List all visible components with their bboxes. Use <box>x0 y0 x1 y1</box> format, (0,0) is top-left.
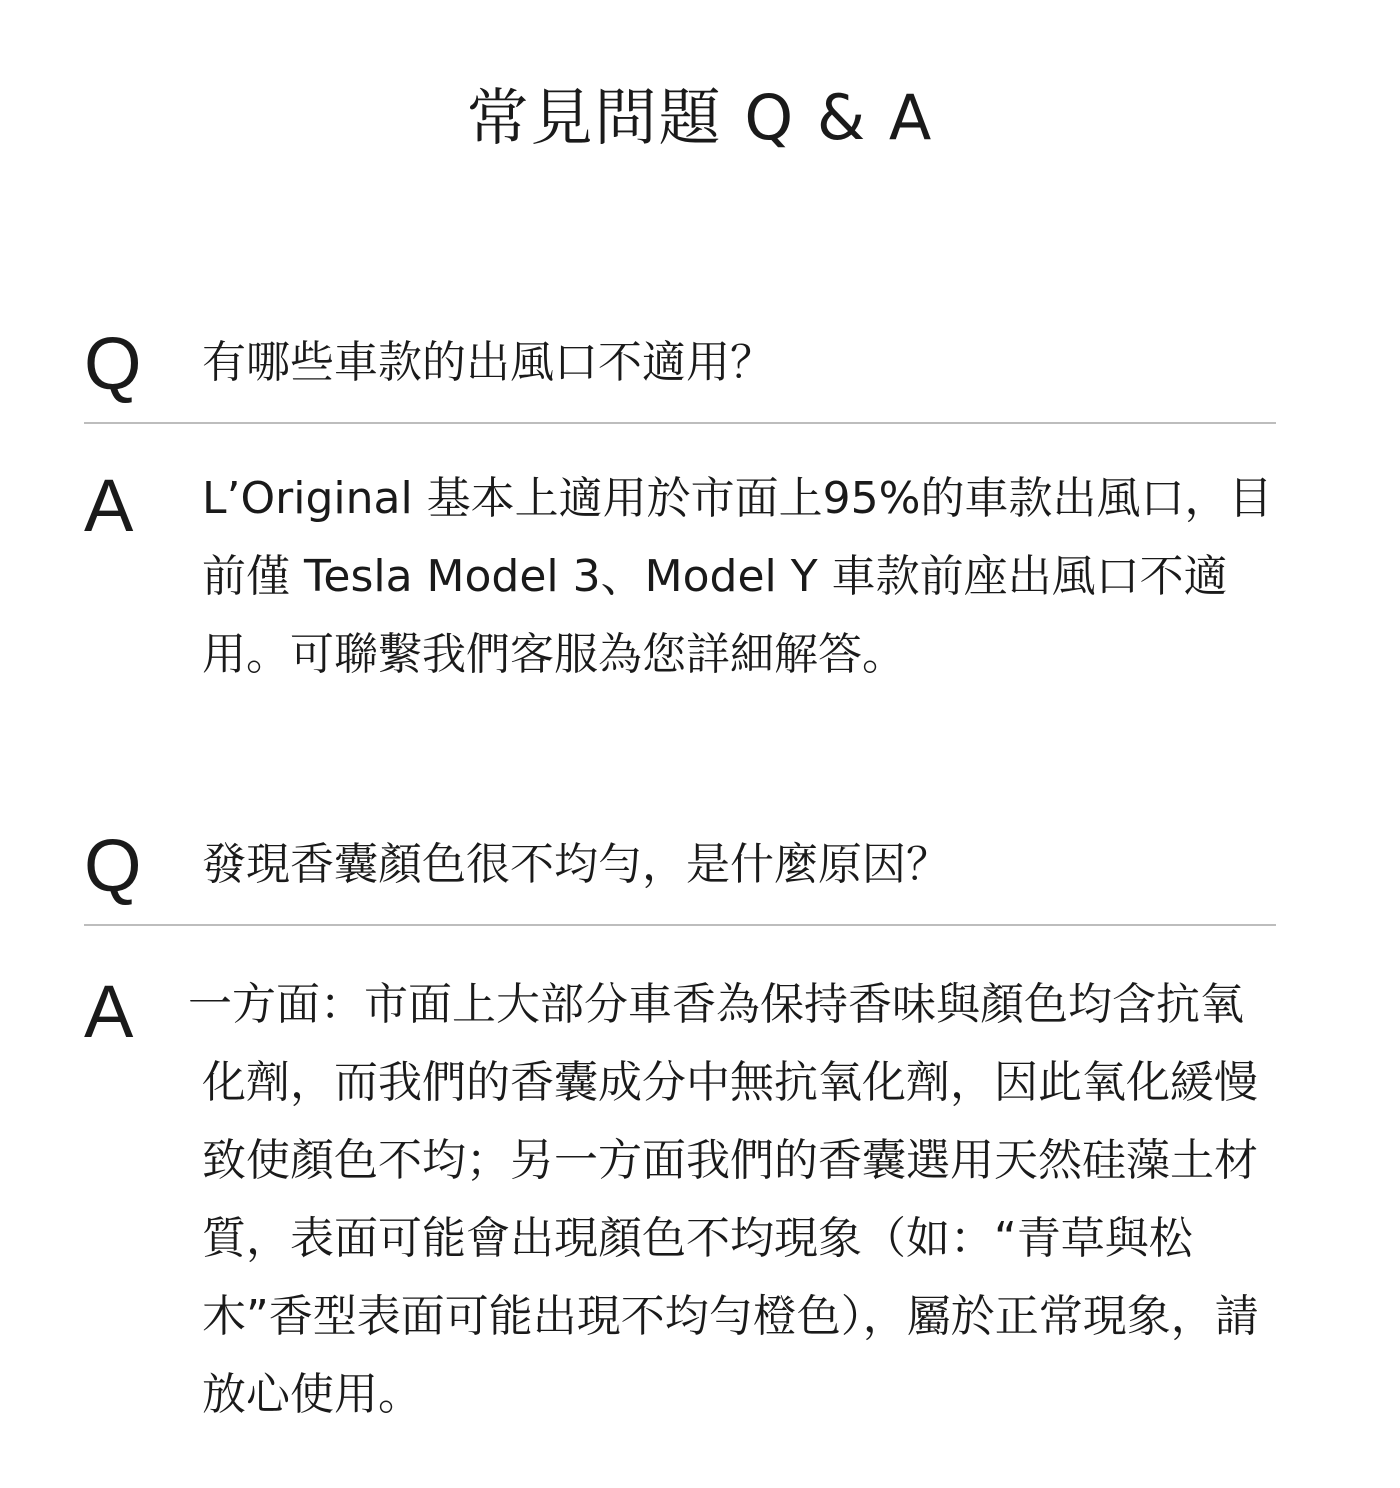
answer-marker: A <box>84 970 134 1053</box>
faq-item <box>84 818 1276 1420</box>
faq-question-row <box>84 316 1276 416</box>
faq-question-row <box>84 818 1276 918</box>
faq-answer: 一方面：市面上大部分車香為保持香味與顏色均含抗氧化劑，而我們的香囊成分中無抗氧化劑，因此氧化緩慢致使顏色不均；另一方面我們的香囊選用天然硅藻土材質，表面可能會出現顏色不均現象（如：“青草與松木”香型表面可能出現不均勻橙色），屬於正常現象，請放心使用。 <box>188 979 1259 1420</box>
faq-item <box>84 316 1276 680</box>
faq-question: 發現香囊顏色很不均勻，是什麼原因？ <box>202 839 950 890</box>
divider <box>84 422 1276 424</box>
faq-question: 有哪些車款的出風口不適用？ <box>202 337 774 388</box>
answer-marker: A <box>84 464 134 547</box>
question-marker: Q <box>84 824 142 907</box>
question-marker: Q <box>84 322 142 405</box>
faq-answer: L’Original 基本上適用於市面上95%的車款出風口，目前僅 Tesla Model 3、Model Y 車款前座出風口不適用。可聯繫我們客服為您詳細解答。 <box>202 473 1273 680</box>
divider <box>84 924 1276 926</box>
page-title: 常見問題 Q & A <box>466 81 934 154</box>
